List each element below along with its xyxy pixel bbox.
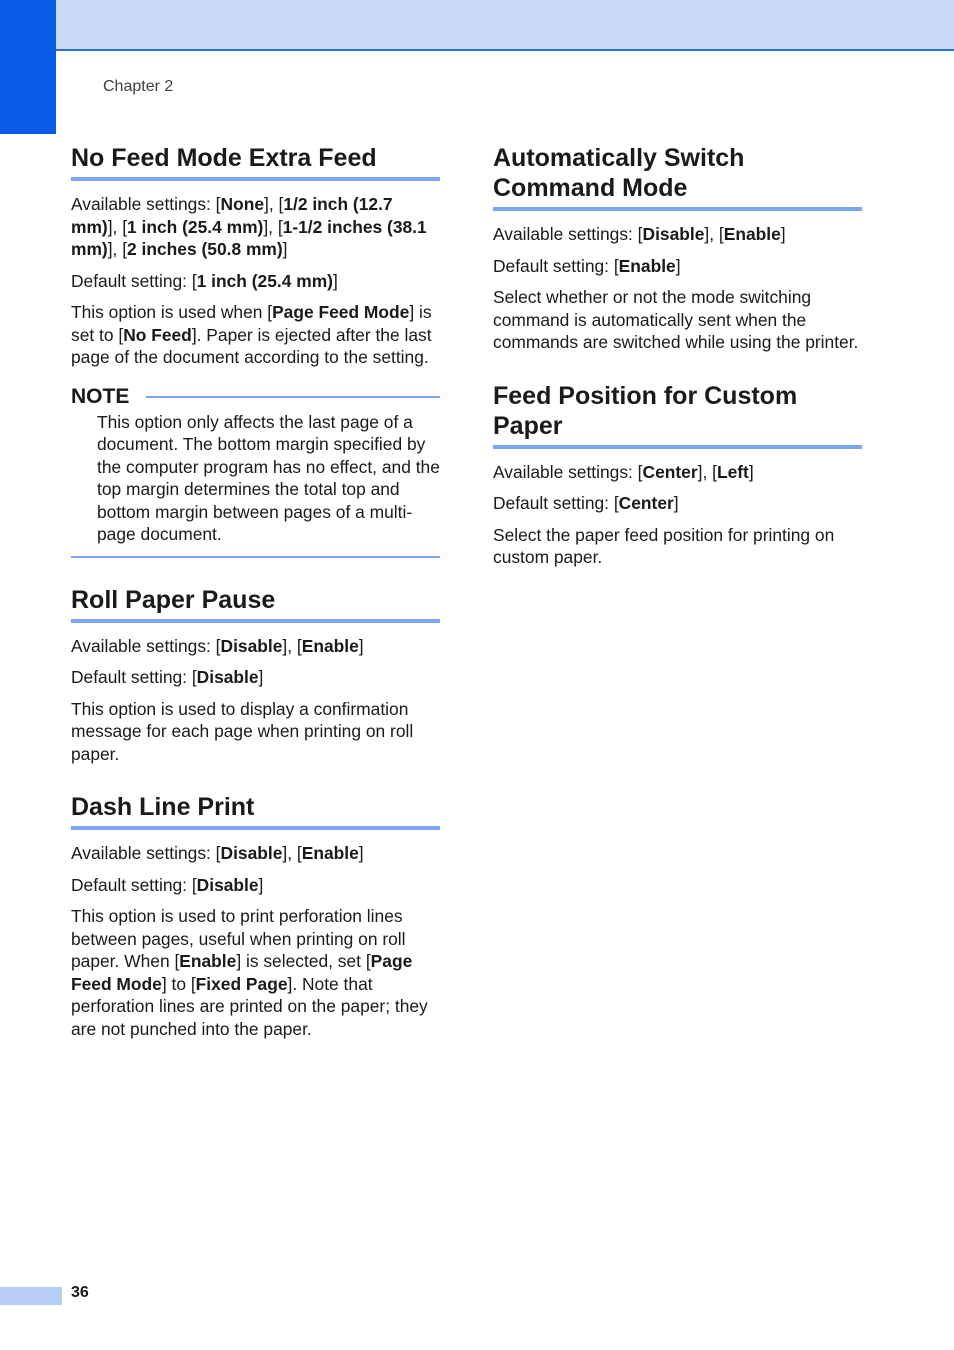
- text-run: Available settings: [: [71, 194, 221, 214]
- text-run: Select the paper feed position for printing on custom paper.: [493, 524, 835, 567]
- text-run: ]. Note that perforation lines are printed on the paper; they are not punched into the paper.: [71, 973, 428, 1039]
- text-run: ]: [258, 667, 264, 687]
- text-run: ]: [780, 224, 786, 244]
- setting-value: Enable: [301, 635, 359, 656]
- auto-switch-default-setting: [493, 255, 862, 278]
- text-run: Available settings: [: [493, 224, 643, 244]
- text-run: ] to [: [161, 973, 196, 994]
- text-run: ]: [673, 493, 679, 513]
- text-run: ] is set to [: [71, 302, 432, 345]
- setting-value: Page Feed Mode: [71, 951, 413, 994]
- roll-paper-description: [71, 698, 440, 766]
- chapter-label: Chapter 2: [103, 78, 174, 95]
- text-run: Default setting: [: [71, 874, 197, 895]
- setting-value: Enable: [618, 255, 676, 276]
- setting-value: Disable: [196, 667, 259, 687]
- text-run: ], [: [697, 461, 717, 482]
- text-run: Available settings: [: [493, 461, 643, 482]
- text-run: Select whether or not the mode switching command is automatically sent when the commands are switched while using the printer.: [493, 287, 859, 352]
- text-run: ], [: [107, 216, 128, 237]
- feed-position-available-settings: [493, 461, 862, 484]
- setting-value: 2 inches (50.8 mm): [127, 239, 283, 259]
- setting-value: Disable: [220, 635, 283, 656]
- section-title-dash-line: Dash Line Print: [71, 792, 440, 830]
- text-run: ]: [332, 270, 338, 291]
- setting-value: 1 inch (25.4 mm): [127, 216, 264, 237]
- right-column: [493, 143, 862, 569]
- text-run: ]. Paper is ejected after the last page of the document according to the setting.: [71, 324, 432, 367]
- text-run: Default setting: [: [71, 270, 197, 291]
- header-band: [0, 0, 954, 51]
- no-feed-default-setting: [71, 270, 440, 293]
- text-run: ] is selected, set [: [236, 951, 371, 971]
- text-run: ]: [748, 461, 754, 482]
- feed-position-description: [493, 524, 862, 569]
- dash-line-description: [71, 905, 440, 1040]
- chapter-tab-marker: [0, 0, 56, 134]
- setting-value: Enable: [179, 951, 237, 971]
- text-run: Available settings: [: [71, 635, 221, 656]
- setting-value: 1 inch (25.4 mm): [196, 270, 333, 291]
- setting-value: None: [220, 194, 265, 214]
- setting-value: Center: [642, 461, 698, 482]
- feed-position-default-setting: [493, 492, 862, 515]
- text-run: ]: [675, 255, 681, 276]
- setting-value: 1/2 inch (12.7 mm): [71, 194, 393, 237]
- setting-value: Disable: [220, 843, 283, 863]
- left-column: [71, 143, 440, 1040]
- setting-value: Enable: [723, 224, 781, 244]
- setting-value: 1-1/2 inches (38.1 mm): [71, 216, 427, 259]
- text-run: ], [: [263, 216, 283, 237]
- text-run: ], [: [704, 224, 724, 244]
- setting-value: Center: [618, 493, 674, 513]
- section-title-feed-position: Feed Position for Custom Paper: [493, 381, 862, 449]
- dash-line-default-setting: [71, 874, 440, 897]
- text-run: This option is used to display a confirmation message for each page when printing on roll paper.: [71, 698, 414, 764]
- note-header: [71, 385, 440, 409]
- auto-switch-available-settings: [493, 223, 862, 246]
- section-title-auto-switch: Automatically Switch Command Mode: [493, 143, 862, 211]
- section-title-roll-paper: Roll Paper Pause: [71, 585, 440, 623]
- text-run: ]: [282, 239, 288, 259]
- text-run: ]: [358, 635, 364, 656]
- no-feed-available-settings: [71, 193, 440, 261]
- text-run: ]: [258, 874, 264, 895]
- roll-paper-default-setting: [71, 666, 440, 689]
- note-rule: [146, 396, 440, 398]
- text-run: Default setting: [: [71, 667, 197, 687]
- text-run: Available settings: [: [71, 843, 221, 863]
- footer-band: [0, 1287, 62, 1305]
- note-text: This option only affects the last page of a document. The bottom margin specified by the computer program has no effect, and the top margin determines the total top and bottom margin between pages of a multi-page document.: [97, 411, 440, 544]
- setting-value: Page Feed Mode: [272, 302, 410, 322]
- setting-value: Disable: [642, 224, 705, 244]
- auto-switch-description: [493, 286, 862, 354]
- setting-value: Disable: [196, 874, 259, 895]
- dash-line-available-settings: [71, 842, 440, 865]
- setting-value: Fixed Page: [195, 973, 288, 994]
- text-run: ], [: [282, 843, 302, 863]
- section-title-no-feed: No Feed Mode Extra Feed: [71, 143, 440, 181]
- setting-value: Left: [716, 461, 749, 482]
- note-title: NOTE: [71, 384, 130, 408]
- text-run: Default setting: [: [493, 493, 619, 513]
- setting-value: Enable: [301, 843, 359, 863]
- page-number: 36: [71, 1284, 89, 1301]
- setting-value: No Feed: [123, 324, 192, 345]
- roll-paper-available-settings: [71, 635, 440, 658]
- text-run: This option is used to print perforation lines between pages, useful when printing on roll paper. When [: [71, 906, 406, 971]
- text-run: Default setting: [: [493, 255, 619, 276]
- no-feed-description: [71, 301, 440, 369]
- text-run: ], [: [107, 239, 128, 259]
- text-run: This option is used when [: [71, 302, 273, 322]
- text-run: ]: [358, 843, 364, 863]
- text-run: ], [: [282, 635, 302, 656]
- text-run: ], [: [264, 194, 284, 214]
